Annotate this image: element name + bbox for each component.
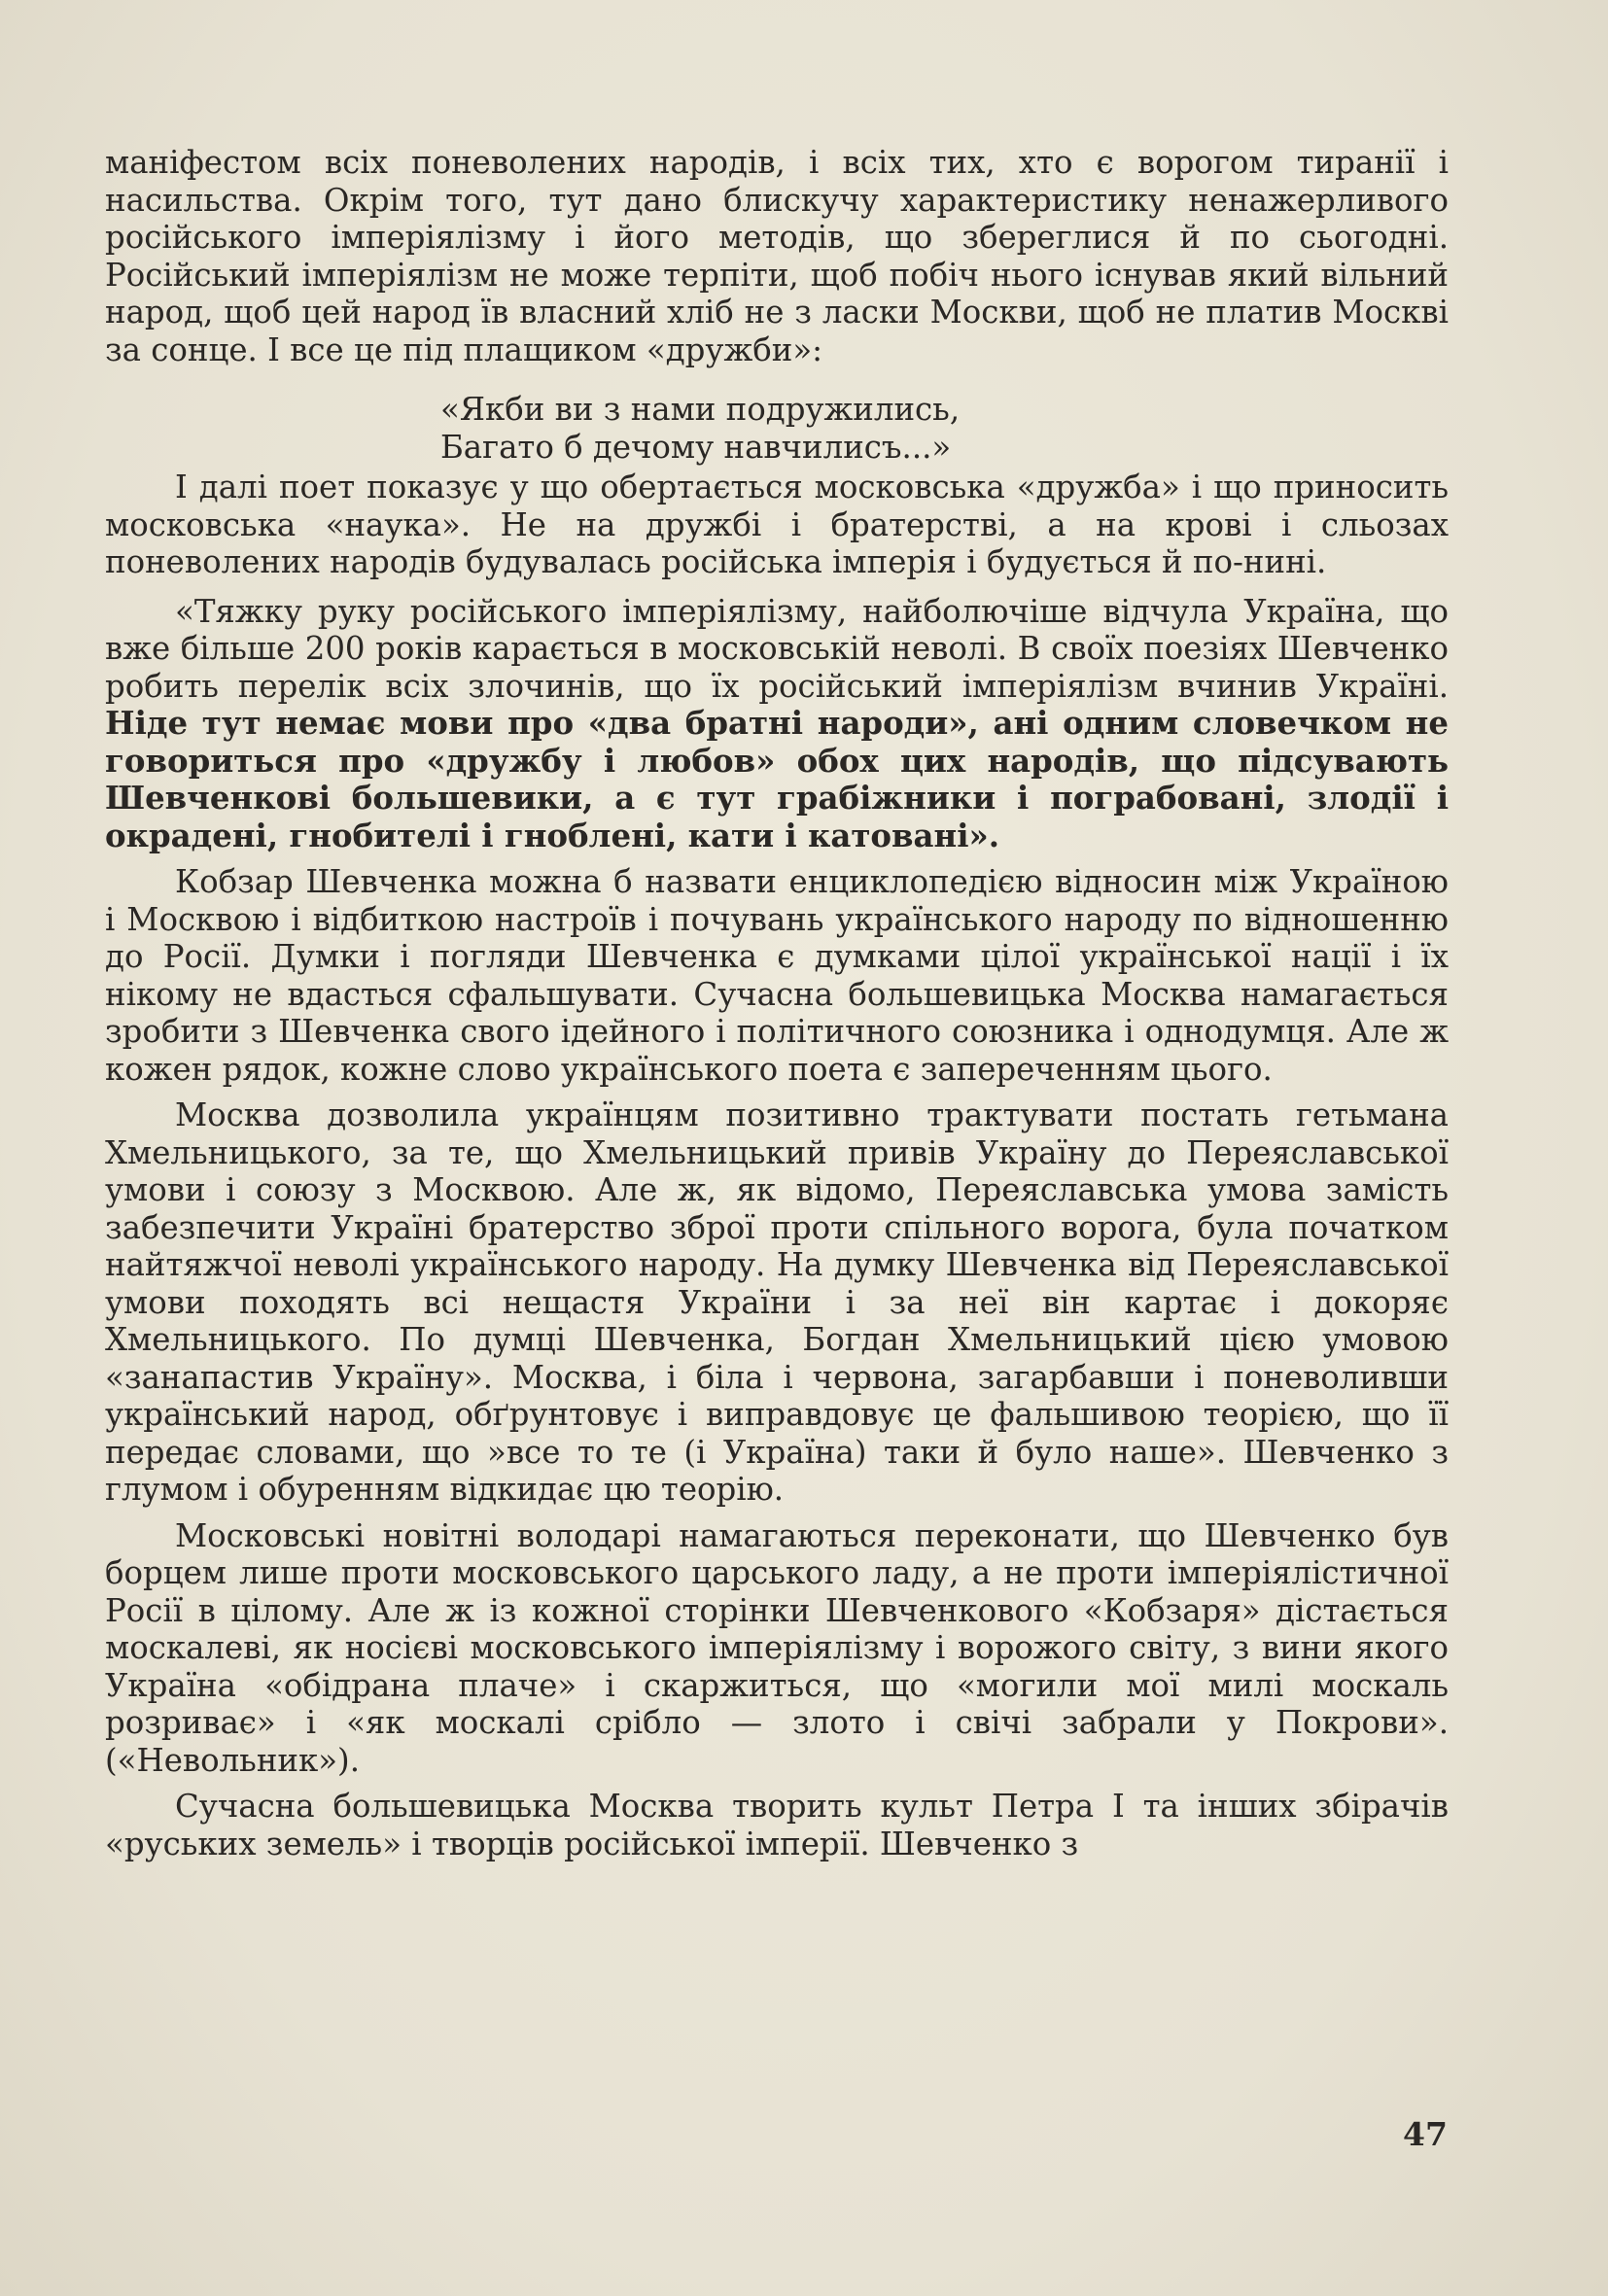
verse-quote xyxy=(440,391,1449,466)
paragraph-7: Сучасна большевицька Москва творить культ Петра І та інших збірачів «руських земель» і творців російської імперії. Шевченко з xyxy=(105,1788,1449,1862)
body-text xyxy=(105,144,1449,1862)
paragraph-3-quote xyxy=(105,593,1449,855)
paragraph-2: І далі поет показує у що обертається московська «дружба» і що приносить московська «наука». Не на дружбі і братерстві, а на крові і сльозах поневолених народів будувалась російська імперія і будується й по-нині. xyxy=(105,469,1449,580)
quote-regular-text: «Тяжку руку російського імперіялізму, найболючіше відчула Україна, що вже більше 200 років карається в московській неволі. В своїх поезіях Шевченко робить перелік всіх злочинів, що їх російський імперіялізм вчинив Україні. xyxy=(105,592,1449,705)
paragraph-6: Московські новітні володарі намагаються переконати, що Шевченко був борцем лише проти московського царського ладу, а не проти імперіялістичної Росії в цілому. Але ж із кожної сторінки Шевченкового «Кобзаря» дістається москалеві, як носієві московського імперіялізму і ворожого світу, з вини якого Україна «обідрана плаче» і скаржиться, що «могили мої милі москаль розриває» і «як москалі срібло — злото і свічі забрали у Покрови». («Невольник»). xyxy=(105,1516,1449,1779)
paragraph-1: маніфестом всіх поневолених народів, і всіх тих, хто є ворогом тиранії і насильства. Окрім того, тут дано блискучу характеристику ненажерливого російського імперіялізму і його методів, що збереглися й по сьогодні. Російський імперіялізм не може терпіти, щоб побіч нього існував який вільний народ, щоб цей народ їв власний хліб не з ласки Москви, щоб не платив Москві за сонце. І все це під плащиком «дружби»: xyxy=(105,144,1449,368)
paragraph-4: Кобзар Шевченка можна б назвати енциклопедією відносин між Україною і Москвою і відбиткою настроїв і почувань українського народу по відношенню до Росії. Думки і погляди Шевченка є думками цілої української нації і їх нікому не вдасться сфальшувати. Сучасна большевицька Москва намагається зробити з Шевченка свого ідейного і політичного союзника і однодумця. Але ж кожен рядок, кожне слово українського поета є запереченням цього. xyxy=(105,863,1449,1088)
verse-line-2: Багато б дечому навчилисъ...» xyxy=(440,428,952,466)
page-number: 47 xyxy=(1403,2115,1448,2153)
paragraph-5: Москва дозволила українцям позитивно трактувати постать гетьмана Хмельницького, за те, що Хмельницький привів Україну до Переяславської умови і союзу з Москвою. Але ж, як відомо, Переяславська умова замість забезпечити Україні братерство зброї проти спільного ворога, була початком найтяжчої неволі українського народу. На думку Шевченка від Переяславської умови походять всі нещастя України і за неї він картає і докоряє Хмельницького. По думці Шевченка, Богдан Хмельницький цією умовою «занапастив Україну». Москва, і біла і червона, загарбавши і поневоливши український народ, обґрунтовує і виправдовує це фальшивою теорією, що її передає словами, що »все то те (і Україна) таки й було наше». Шевченко з глумом і обуренням відкидає цю теорію. xyxy=(105,1096,1449,1508)
verse-line-1: «Якби ви з нами подружились, xyxy=(440,391,961,428)
quote-bold-text: Ніде тут немає мови про «два братні народи», ані одним словечком не говориться про «дружбу і любов» обох цих народів, що підсувають Шевченкові большевики, а є тут грабіжники і пограбовані, злодії і окрадені, гнобителі і гноблені, кати і катовані». xyxy=(105,705,1449,854)
